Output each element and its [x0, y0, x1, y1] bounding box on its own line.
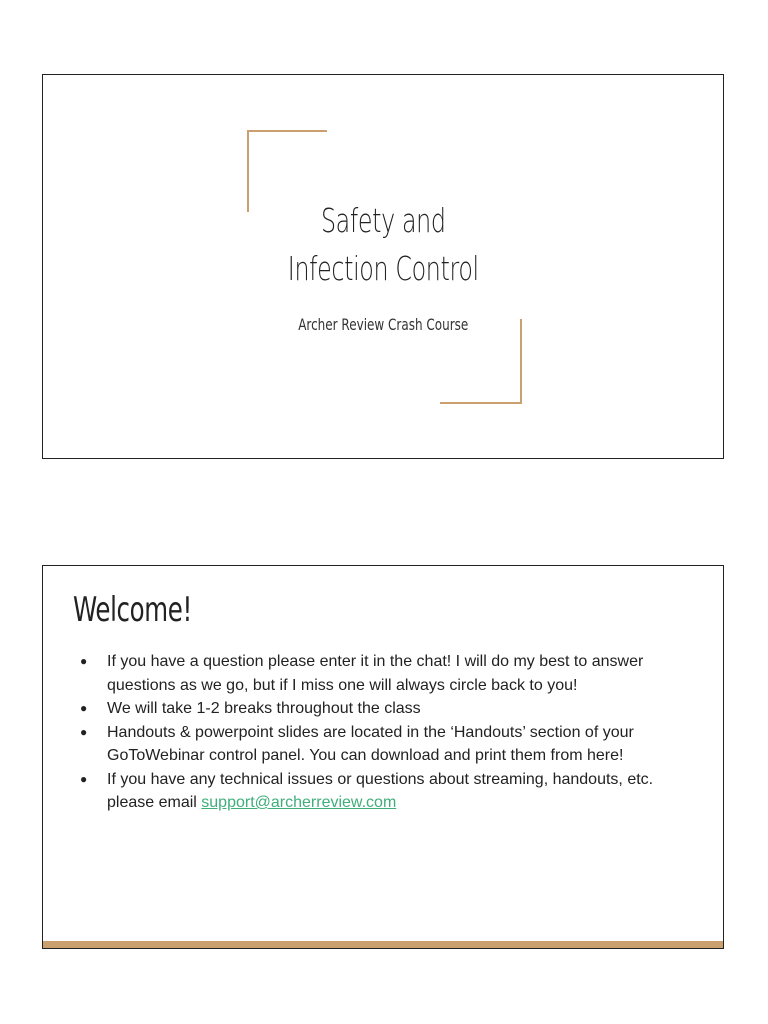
slide-subtitle: Archer Review Crash Course [298, 315, 469, 334]
welcome-heading: Welcome! [73, 590, 192, 630]
slide-title [138, 197, 628, 293]
bullet-item [77, 768, 697, 815]
bullet-item: ● Handouts & powerpoint slides are located in the ‘Handouts’ section of your GoToWebinar control panel. You can download and print them from here! [77, 721, 697, 768]
title-line-1: Safety and [320, 201, 446, 240]
bullet-item: ● We will take 1-2 breaks throughout the class [77, 697, 697, 721]
bottom-accent-bar [43, 941, 723, 948]
bullet-list [77, 650, 697, 815]
title-line-2: Infection Control [287, 249, 479, 288]
bullet-item: ● If you have a question please enter it in the chat! I will do my best to answer questions as we go, but if I miss one will always circle back to you! [77, 650, 697, 697]
bullet-text: If you have any technical issues or questions about streaming, handouts, etc. please email [107, 770, 654, 811]
welcome-slide [42, 565, 724, 949]
support-email-link[interactable]: support@archerreview.com [201, 794, 397, 811]
title-slide [42, 74, 724, 459]
